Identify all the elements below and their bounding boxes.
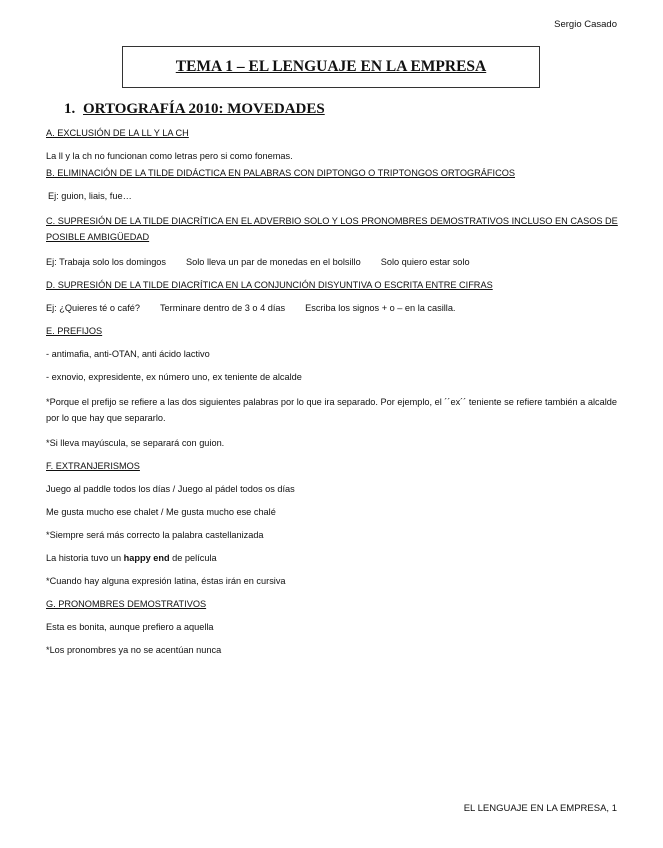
subheading-c: C. SUPRESIÓN DE LA TILDE DIACRÍTICA EN EL ADVERBIO SOLO Y LOS PRONOMBRES DEMOSTRATIVOS INCLUSO EN CASOS DE POSIBLE AMBIGÜEDAD [46, 216, 618, 242]
note-e-1: *Porque el prefijo se refiere a las dos siguientes palabras por lo que ira separado. Por ejemplo, el ´´ex´´ teniente se refiere también a alcalde por lo que hay que separarlo. [46, 397, 617, 423]
example-d-3: Escriba los signos + o – en la casilla. [305, 303, 456, 313]
note-g-1: *Los pronombres ya no se acentúan nunca [46, 645, 222, 655]
paragraph-e-2: - exnovio, expresidente, ex número uno, ex teniente de alcalde [46, 372, 302, 382]
section-heading [64, 101, 325, 118]
subheading-b: B. ELIMINACIÓN DE LA TILDE DIDÁCTICA EN PALABRAS CON DIPTONGO O TRIPTONGOS ORTOGRÁFICOS [46, 168, 515, 178]
subheading-d: D. SUPRESIÓN DE LA TILDE DIACRÍTICA EN LA CONJUNCIÓN DISYUNTIVA O ESCRITA ENTRE CIFRAS [46, 280, 493, 290]
example-c-1: Ej: Trabaja solo los domingos [46, 257, 167, 267]
paragraph-d [46, 302, 624, 314]
paragraph-f-3-pre: La historia tuvo un [46, 553, 124, 563]
page-footer: EL LENGUAJE EN LA EMPRESA, 1 [463, 803, 617, 814]
subheading-g: G. PRONOMBRES DEMOSTRATIVOS [46, 599, 207, 609]
paragraph-e-1: - antimafia, anti-OTAN, anti ácido lactivo [46, 349, 210, 359]
example-c-2: Solo lleva un par de monedas en el bolsillo [186, 257, 361, 267]
paragraph-b: Ej: guion, liais, fue… [48, 191, 132, 201]
paragraph-f-3 [46, 552, 624, 564]
example-d-1: Ej: ¿Quieres té o café? [46, 303, 140, 313]
example-d-2: Terminare dentro de 3 o 4 días [159, 303, 286, 313]
paragraph-c [46, 256, 624, 268]
title-box [122, 46, 540, 88]
subheading-e: E. PREFIJOS [46, 326, 103, 336]
paragraph-g-1: Esta es bonita, aunque prefiero a aquella [46, 622, 214, 632]
paragraph-a: La ll y la ch no funcionan como letras pero si como fonemas. [46, 151, 293, 161]
header-author: Sergio Casado [554, 19, 617, 30]
example-c-3: Solo quiero estar solo [380, 257, 470, 267]
note-f-2: *Cuando hay alguna expresión latina, éstas irán en cursiva [46, 576, 286, 586]
paragraph-f-2: Me gusta mucho ese chalet / Me gusta mucho ese chalé [46, 507, 276, 517]
paragraph-f-3-bold: happy end [123, 553, 170, 563]
document-body [46, 127, 624, 667]
note-e-2: *Si lleva mayúscula, se separará con guion. [46, 438, 225, 448]
subheading-a: A. EXCLUSIÓN DE LA LL Y LA CH [46, 128, 189, 138]
paragraph-f-1: Juego al paddle todos los días / Juego al pádel todos os días [46, 484, 295, 494]
page-title: TEMA 1 – EL LENGUAJE EN LA EMPRESA [175, 58, 487, 75]
paragraph-f-3-post: de película [169, 553, 217, 563]
section-title: ORTOGRAFÍA 2010: MOVEDADES [83, 101, 325, 117]
section-number: 1. [64, 101, 76, 117]
subheading-f: F. EXTRANJERISMOS [46, 461, 140, 471]
note-f-1: *Siempre será más correcto la palabra castellanizada [46, 530, 264, 540]
